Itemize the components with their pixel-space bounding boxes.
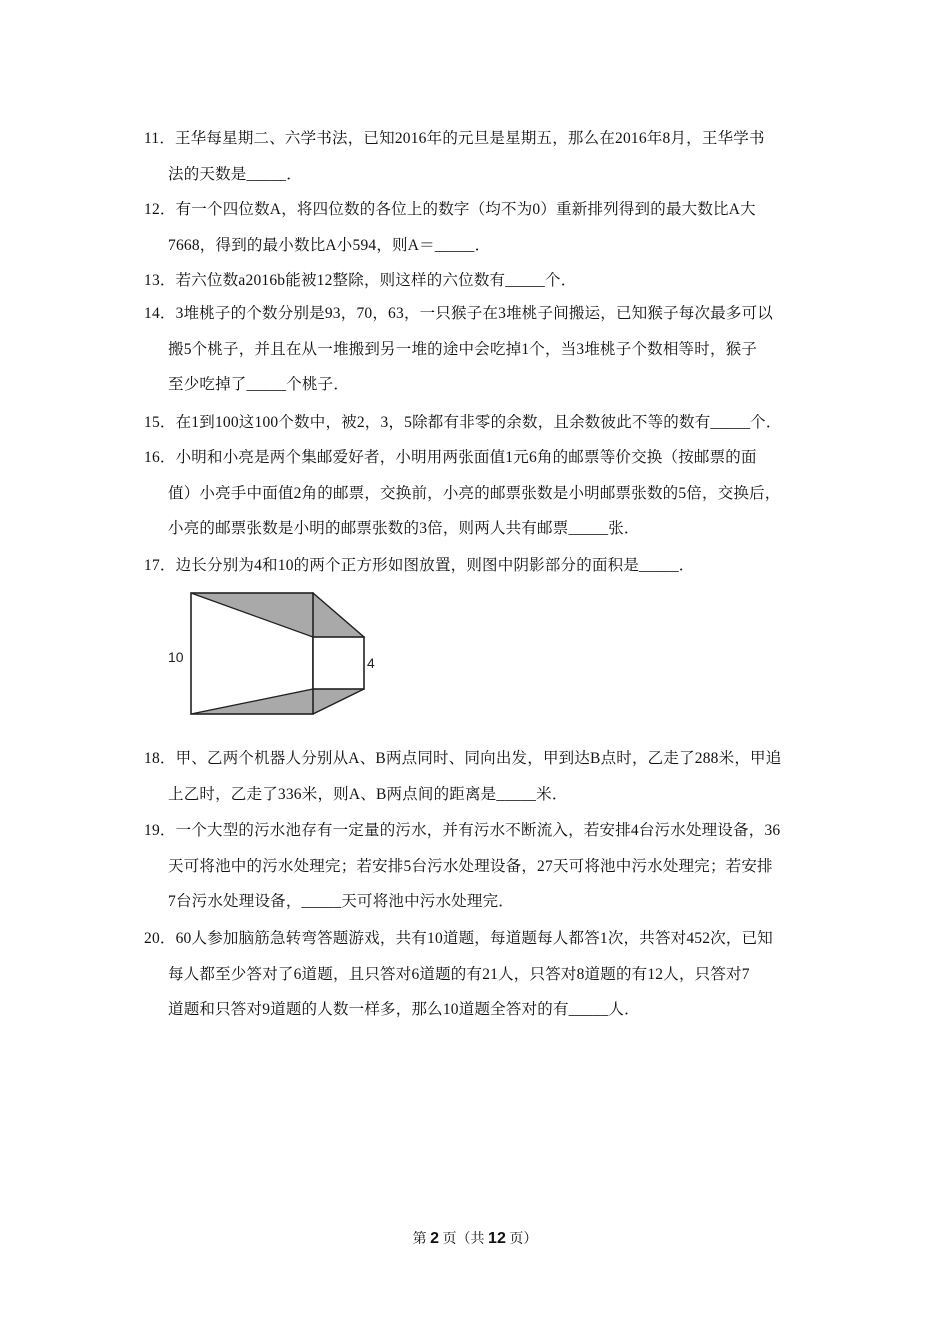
problem-15: [144, 405, 816, 441]
problem-20: [144, 921, 816, 1028]
problem-14: [144, 296, 816, 403]
problem-number: 12．: [144, 201, 176, 218]
problem-text: 天可将池中的污水处理完；若安排5台污水处理设备，27天可将池中污水处理完；若安排: [168, 857, 773, 875]
problem-number: 18．: [144, 750, 176, 767]
problem-13: [144, 263, 816, 299]
problem-text: 小明和小亮是两个集邮爱好者，小明用两张面值1元6角的邮票等价交换（按邮票的面: [175, 449, 757, 466]
page-footer: [0, 1229, 950, 1250]
label-small-side: 4: [367, 655, 375, 671]
problem-number: 13．: [144, 272, 176, 289]
problem-12: [144, 192, 816, 263]
problem-18: [144, 741, 816, 812]
two-squares-figure: [164, 588, 384, 722]
problem-text: 有一个四位数A，将四位数的各位上的数字（均不为0）重新排列得到的最大数比A大: [175, 201, 756, 218]
problem-17: [144, 548, 816, 584]
problem-number: 17．: [144, 557, 176, 574]
problem-11: [144, 121, 816, 192]
problem-text: 甲、乙两个机器人分别从A、B两点同时、同向出发，甲到达B点时，乙走了288米，甲追: [175, 750, 782, 767]
small-square: [313, 637, 364, 689]
problem-text: 7668，得到的最小数比A小594，则A＝_____．: [168, 236, 491, 254]
problem-text: 法的天数是_____．: [168, 165, 302, 183]
problem-number: 14．: [144, 305, 176, 322]
problem-text: 若六位数a2016b能被12整除，则这样的六位数有_____个．: [175, 272, 577, 289]
problem-16: [144, 440, 816, 547]
problem-text: 边长分别为4和10的两个正方形如图放置，则图中阴影部分的面积是_____．: [175, 557, 695, 574]
problem-text: 上乙时，乙走了336米，则A、B两点间的距离是_____米．: [168, 785, 568, 803]
problem-text: 至少吃掉了_____个桃子．: [168, 376, 350, 393]
problem-text: 搬5个桃子，并且在从一堆搬到另一堆的途中会吃掉1个，当3堆桃子个数相等时，猴子: [168, 340, 758, 358]
problem-text: 一个大型的污水池存有一定量的污水，并有污水不断流入，若安排4台污水处理设备，36: [175, 822, 781, 839]
problem-number: 15．: [144, 414, 176, 431]
problem-text: 在1到100这100个数中，被2，3，5除都有非零的余数，且余数彼此不等的数有_____个．: [175, 414, 782, 431]
problem-number: 11．: [144, 130, 176, 147]
problem-text: 7台污水处理设备，_____天可将池中污水处理完．: [168, 893, 515, 910]
problem-number: 16．: [144, 449, 176, 466]
problem-text: 王华每星期二、六学书法，已知2016年的元旦是星期五，那么在2016年8月，王华学书: [175, 130, 765, 147]
problem-19: [144, 813, 816, 920]
label-large-side: 10: [168, 649, 184, 665]
footer-mid: 页（共: [439, 1232, 489, 1247]
problem-number: 20．: [144, 930, 176, 947]
problem-text: 每人都至少答对了6道题，且只答对6道题的有21人，只答对8道题的有12人，只答对7: [168, 965, 750, 983]
problem-text: 3堆桃子的个数分别是93，70，63，一只猴子在3堆桃子间搬运，已知猴子每次最多可以: [175, 305, 774, 322]
footer-suffix: 页）: [505, 1232, 538, 1247]
problem-text: 60人参加脑筋急转弯答题游戏，共有10道题，每道题每人都答1次，共答对452次，已知: [175, 930, 774, 947]
problem-text: 小亮的邮票张数是小明的邮票张数的3倍，则两人共有邮票_____张．: [168, 520, 640, 537]
current-page-number: 2: [430, 1230, 440, 1247]
footer-prefix: 第: [412, 1232, 431, 1247]
total-page-count: 12: [488, 1230, 506, 1247]
problem-text: 道题和只答对9道题的人数一样多，那么10道题全答对的有_____人．: [168, 1001, 640, 1018]
problem-text: 值）小亮手中面值2角的邮票，交换前，小亮的邮票张数是小明邮票张数的5倍，交换后，: [168, 484, 781, 502]
problem-number: 19．: [144, 822, 176, 839]
